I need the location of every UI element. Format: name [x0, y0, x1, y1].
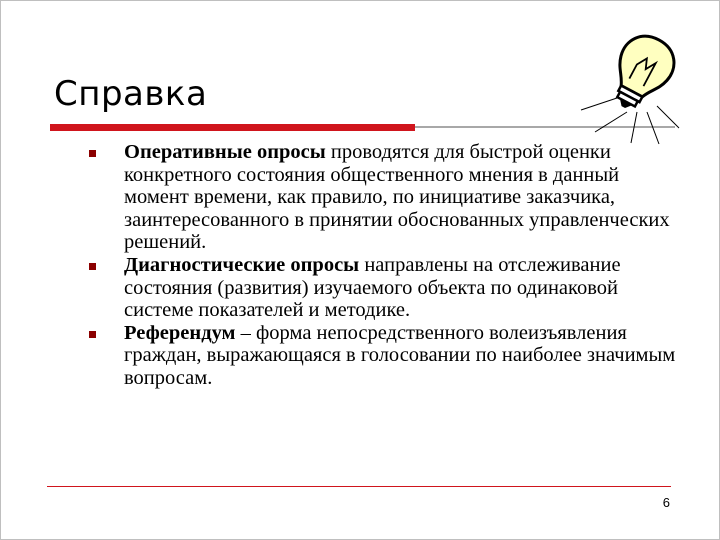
- term-description: проводятся для быстрой оценки конкретного состояния общественного мнения в данный момент времени, как правило, по инициативе заказчика, заинтересованного в принятии обоснованных управленческих решений.: [124, 141, 670, 254]
- page-number: 6: [662, 495, 670, 510]
- term-description: – форма непосредственного волеизъявления граждан, выражающаяся в голосовании по наиболее значимым вопросам.: [124, 321, 676, 389]
- bullet-marker: [89, 331, 96, 338]
- term-bold: Диагностические опросы: [124, 253, 360, 276]
- bullet-list: [84, 141, 684, 390]
- bullet-marker: [89, 263, 96, 270]
- term-bold: Оперативные опросы: [124, 141, 326, 163]
- footer-divider: [47, 486, 671, 487]
- term-description: направлены на отслеживание состояния (развития) изучаемого объекта по одинаковой системе показателей и методике.: [124, 253, 621, 322]
- list-item: [84, 254, 684, 322]
- light-bulb-icon: [575, 20, 695, 150]
- frame-left-border: [0, 0, 1, 540]
- bullet-marker: [89, 150, 96, 157]
- list-item: [84, 322, 684, 390]
- list-item: [84, 141, 684, 254]
- slide-title: Справка: [54, 74, 208, 114]
- title-underline-accent: [50, 124, 415, 131]
- frame-top-border: [0, 0, 720, 1]
- term-bold: Референдум: [124, 321, 236, 344]
